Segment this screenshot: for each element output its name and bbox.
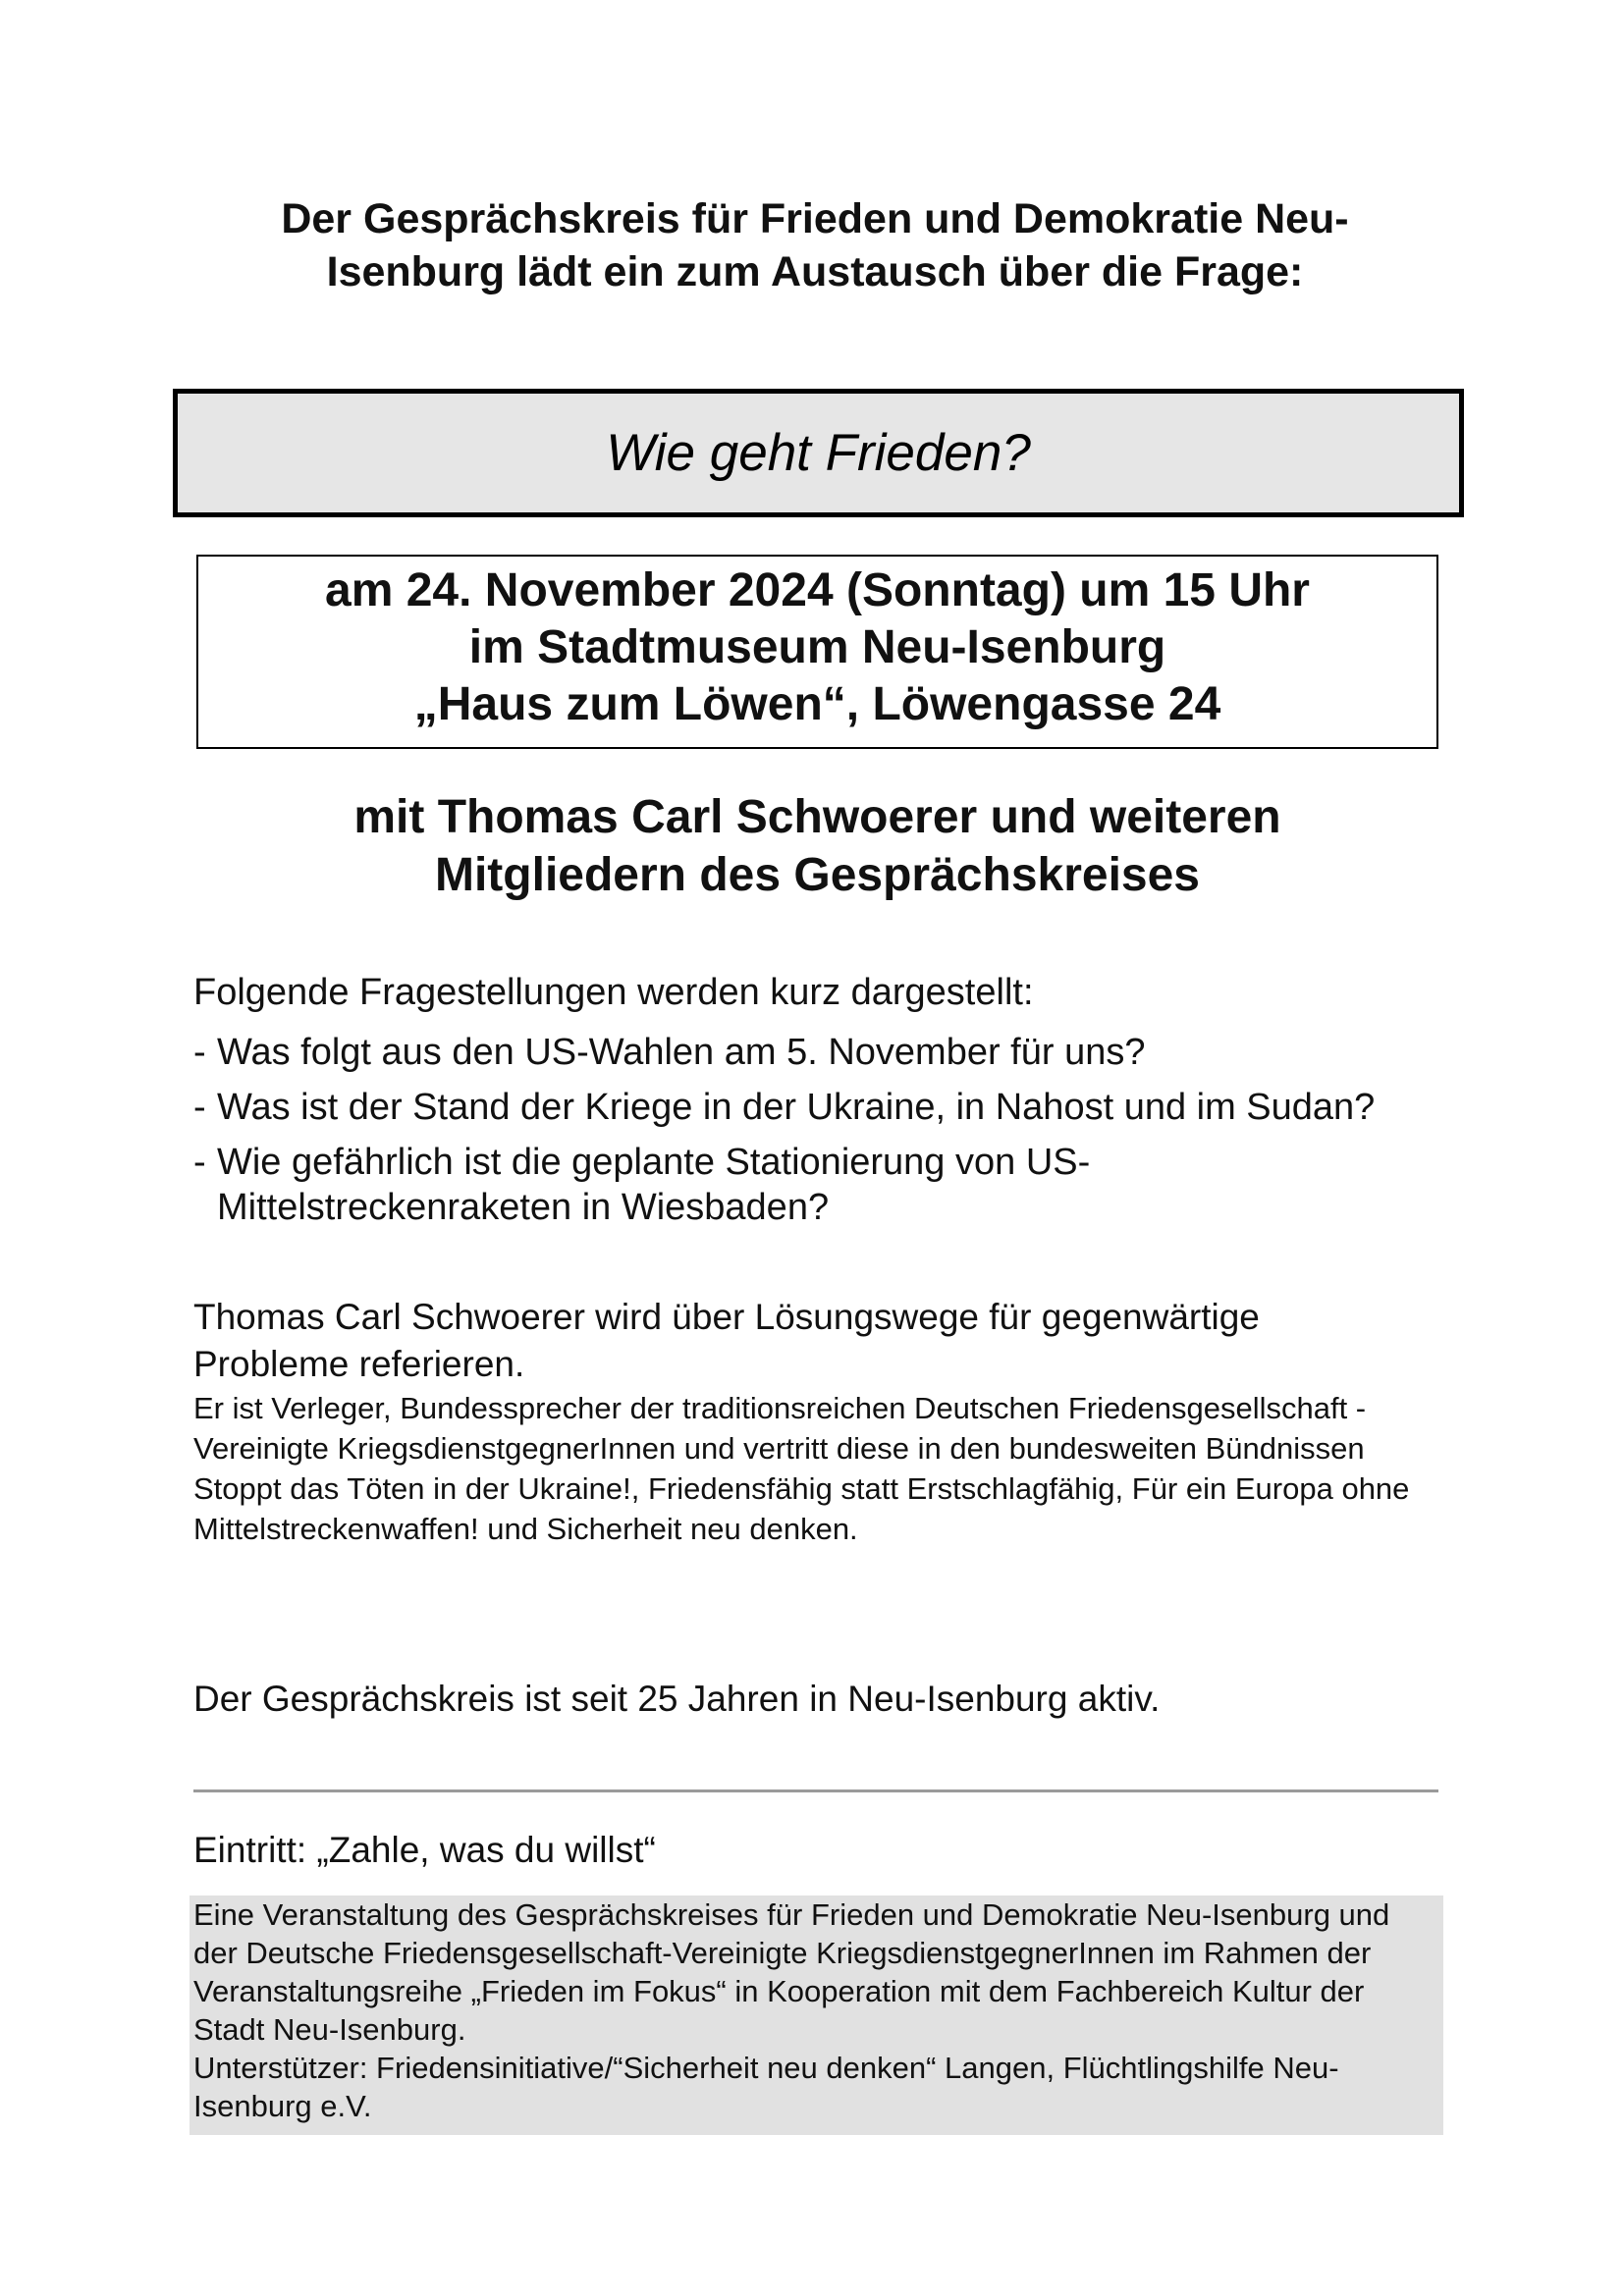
speaker-line-1: mit Thomas Carl Schwoerer und weiteren xyxy=(353,791,1281,843)
dash-bullet: - xyxy=(193,1142,206,1183)
list-item xyxy=(193,1140,1140,1230)
divider xyxy=(193,1789,1438,1792)
questions-list xyxy=(193,1030,1470,1230)
entry-fee: Eintritt: „Zahle, was du willst“ xyxy=(193,1830,656,1870)
footer-box xyxy=(189,1896,1443,2135)
questions-section xyxy=(193,965,1470,1230)
page-title: Wie geht Frieden? xyxy=(606,424,1031,482)
questions-intro: Folgende Fragestellungen werden kurz dargestellt: xyxy=(193,972,1034,1013)
footer-organizers: Eine Veranstaltung des Gesprächskreises für Frieden und Demokratie Neu-Isenburg und der Deutsche Friedensgesellschaft-Vereinigte KriegsdienstgegnerInnen im Rahmen der Veranstaltungsreihe „Frieden im Fokus“ in Kooperation mit dem Fachbereich Kultur der Stadt Neu-Isenburg. xyxy=(193,1897,1390,2047)
title-box xyxy=(173,389,1464,517)
speaker-lead: Thomas Carl Schwoerer wird über Lösungswege für gegenwärtige Probleme referieren. xyxy=(193,1297,1260,1384)
question-text: Was ist der Stand der Kriege in der Ukraine, in Nahost und im Sudan? xyxy=(217,1087,1376,1128)
event-address: „Haus zum Löwen“, Löwengasse 24 xyxy=(413,678,1221,730)
dash-bullet: - xyxy=(193,1032,206,1073)
active-note: Der Gesprächskreis ist seit 25 Jahren in Neu-Isenburg aktiv. xyxy=(193,1679,1161,1719)
event-venue: im Stadtmuseum Neu-Isenburg xyxy=(468,621,1166,673)
question-text: Was folgt aus den US-Wahlen am 5. November für uns? xyxy=(217,1032,1146,1073)
intro-line-2: Isenburg lädt ein zum Austausch über die Frage: xyxy=(326,248,1304,295)
question-text: Wie gefährlich ist die geplante Stationierung von US-Mittelstreckenraketen in Wiesbaden? xyxy=(217,1142,1091,1228)
intro-line-1: Der Gesprächskreis für Frieden und Demokratie Neu- xyxy=(281,195,1349,242)
list-item xyxy=(193,1085,1470,1130)
event-date: am 24. November 2024 (Sonntag) um 15 Uhr xyxy=(325,564,1310,616)
event-details-box xyxy=(196,555,1438,749)
footer-supporters: Unterstützer: Friedensinitiative/“Sicherheit neu denken“ Langen, Flüchtlingshilfe Neu-Isenburg e.V. xyxy=(193,2051,1339,2123)
speaker-info-section xyxy=(193,1294,1470,1549)
speaker-heading xyxy=(196,788,1438,904)
list-item xyxy=(193,1030,1470,1075)
speaker-line-2: Mitgliedern des Gesprächskreises xyxy=(434,849,1200,901)
speaker-bio: Er ist Verleger, Bundessprecher der traditionsreichen Deutschen Friedensgesellschaft - Vereinigte KriegsdienstgegnerInnen und vertritt diese in den bundesweiten Bündnissen Stoppt das Töten in der Ukraine!, Friedensfähig statt Erstschlagfähig, Für ein Europa ohne Mittelstreckenwaffen! und Sicherheit neu denken. xyxy=(193,1391,1410,1546)
intro-heading xyxy=(196,192,1434,298)
dash-bullet: - xyxy=(193,1087,206,1128)
